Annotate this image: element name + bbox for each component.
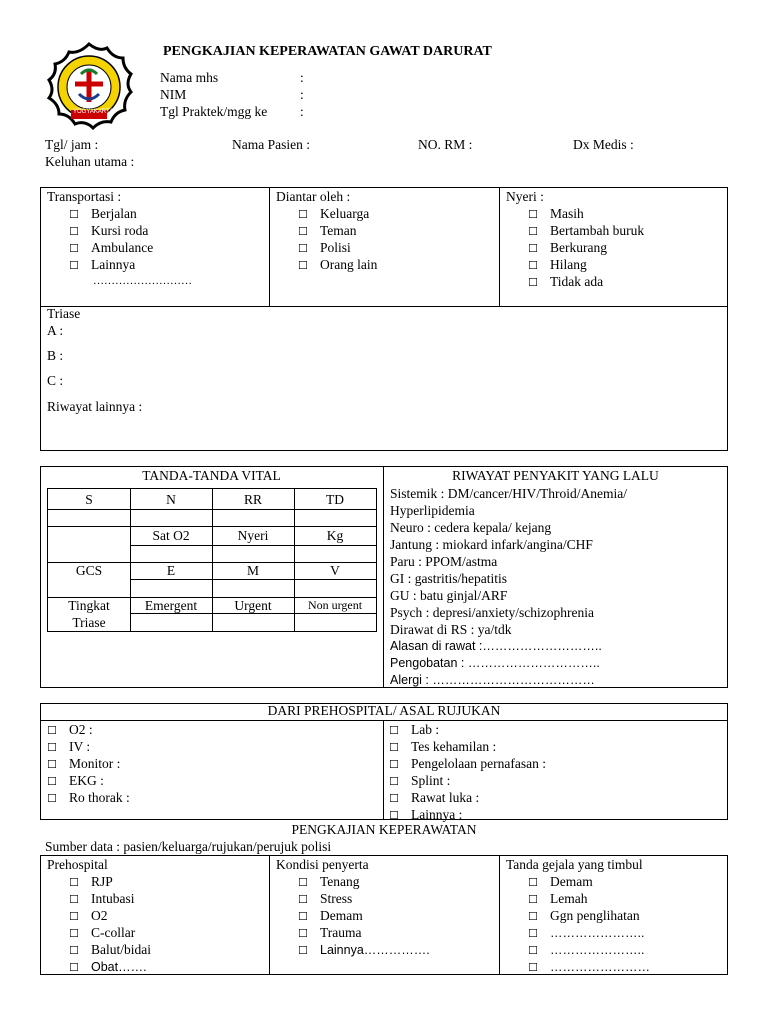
transport-dots: ……………………… [93, 275, 192, 287]
checkbox-icon: ☐ [528, 208, 538, 221]
nyeri-item[interactable]: ☐ Masih [528, 206, 584, 221]
checkbox-icon: ☐ [528, 876, 538, 889]
col3-item[interactable]: ☐ …………………… [528, 960, 650, 974]
transport-title: Transportasi : [47, 189, 122, 204]
college-seal-icon [41, 40, 137, 136]
checkbox-icon: ☐ [528, 910, 538, 923]
riwayat-line: GI : gastritis/hepatitis [390, 571, 507, 586]
checkbox-icon: ☐ [47, 724, 57, 737]
checkbox-icon: ☐ [389, 775, 399, 788]
logo-bottom-text: YOGYAKARTA [73, 109, 114, 115]
checkbox-icon: ☐ [47, 758, 57, 771]
vital-n: N [166, 492, 176, 507]
vital-s: S [85, 492, 93, 507]
vital-title: TANDA-TANDA VITAL [142, 468, 281, 483]
prehospital-item[interactable]: ☐ Rawat luka : [389, 790, 480, 805]
header-logo [41, 40, 137, 136]
alasan-rawat[interactable]: Alasan di rawat :……………………….. [390, 639, 602, 653]
checkbox-icon: ☐ [69, 910, 79, 923]
checkbox-icon: ☐ [69, 893, 79, 906]
nyeri-title: Nyeri : [506, 189, 544, 204]
vital-triase: Triase [72, 615, 106, 630]
col3-title: Tanda gejala yang timbul [506, 857, 643, 872]
checkbox-icon: ☐ [389, 741, 399, 754]
checkbox-icon: ☐ [69, 225, 79, 238]
vital-rr: RR [243, 492, 262, 507]
checkbox-icon: ☐ [389, 792, 399, 805]
pengobatan[interactable]: Pengobatan : ………………………….. [390, 656, 600, 670]
col1-item[interactable]: ☐ Balut/bidai [69, 942, 151, 957]
riwayat-line: Paru : PPOM/astma [390, 554, 498, 569]
prehospital-item[interactable]: ☐ O2 : [47, 722, 93, 737]
diantar-item[interactable]: ☐ Polisi [298, 240, 351, 255]
col3-item[interactable]: ☐ Demam [528, 874, 593, 889]
vital-td: TD [326, 492, 344, 507]
diantar-item[interactable]: ☐ Teman [298, 223, 357, 238]
col1-item[interactable]: ☐ Intubasi [69, 891, 135, 906]
checkbox-icon: ☐ [69, 259, 79, 272]
col2-item[interactable]: ☐ Demam [298, 908, 363, 923]
nyeri-item[interactable]: ☐ Hilang [528, 257, 587, 272]
checkbox-icon: ☐ [298, 944, 308, 957]
riwayat-lainnya[interactable]: Riwayat lainnya : [47, 399, 143, 414]
tgl-praktek-colon: : [300, 104, 304, 119]
triase-title: Triase [47, 306, 81, 321]
alergi[interactable]: Alergi : ………………………………… [390, 673, 595, 687]
riwayat-line: Hyperlipidemia [390, 503, 475, 518]
sumber-data: Sumber data : pasien/keluarga/rujukan/perujuk polisi [45, 839, 332, 854]
pengkajian-title: PENGKAJIAN KEPERAWATAN [291, 822, 477, 837]
nama-colon: : [300, 70, 304, 85]
riwayat-line: GU : batu ginjal/ARF [390, 588, 508, 603]
keluhan-utama-label: Keluhan utama : [45, 154, 135, 169]
checkbox-icon: ☐ [528, 242, 538, 255]
checkbox-icon: ☐ [47, 792, 57, 805]
nyeri-item[interactable]: ☐ Bertambah buruk [528, 223, 645, 238]
checkbox-icon: ☐ [389, 758, 399, 771]
riwayat-line: Jantung : miokard infark/angina/CHF [390, 537, 593, 552]
checkbox-icon: ☐ [69, 208, 79, 221]
prehospital-item[interactable]: ☐ IV : [47, 739, 91, 754]
form-title: PENGKAJIAN KEPERAWATAN GAWAT DARURAT [163, 44, 492, 59]
riwayat-line: Dirawat di RS : ya/tdk [390, 622, 512, 637]
checkbox-icon: ☐ [69, 876, 79, 889]
tgl-praktek-label: Tgl Praktek/mgg ke [160, 104, 268, 119]
vital-non-urgent[interactable]: Non urgent [307, 598, 363, 612]
checkbox-icon: ☐ [47, 741, 57, 754]
diantar-item[interactable]: ☐ Keluarga [298, 206, 370, 221]
checkbox-icon: ☐ [47, 775, 57, 788]
triase-a[interactable]: A : [47, 323, 64, 338]
checkbox-icon: ☐ [298, 225, 308, 238]
transport-item[interactable]: ☐ Lainnya [69, 257, 136, 272]
checkbox-icon: ☐ [528, 927, 538, 940]
col3-item[interactable]: ☐ Ggn penglihatan [528, 908, 640, 923]
col2-title: Kondisi penyerta [276, 857, 369, 872]
riwayat-title: RIWAYAT PENYAKIT YANG LALU [452, 468, 659, 483]
checkbox-icon: ☐ [528, 944, 538, 957]
checkbox-icon: ☐ [298, 242, 308, 255]
vital-emergent[interactable]: Emergent [144, 598, 198, 613]
diantar-title: Diantar oleh : [276, 189, 351, 204]
nyeri-item[interactable]: ☐ Tidak ada [528, 274, 604, 289]
col3-item[interactable]: ☐ ………………….. [528, 943, 645, 957]
prehospital-item[interactable]: ☐ Lab : [389, 722, 440, 737]
prehospital-item[interactable]: ☐ Ro thorak : [47, 790, 130, 805]
vital-sato2: Sat O2 [152, 528, 190, 543]
checkbox-icon: ☐ [69, 961, 79, 974]
checkbox-icon: ☐ [528, 893, 538, 906]
checkbox-icon: ☐ [298, 927, 308, 940]
checkbox-icon: ☐ [528, 259, 538, 272]
checkbox-icon: ☐ [69, 927, 79, 940]
prehospital-item[interactable]: ☐ Pengelolaan pernafasan : [389, 756, 546, 771]
transport-item[interactable]: ☐ Ambulance [69, 240, 154, 255]
col3-item[interactable]: ☐ Lemah [528, 891, 588, 906]
nim-colon: : [300, 87, 304, 102]
col2-item[interactable]: ☐ Lainnya……………. [298, 943, 430, 957]
dx-medis-label: Dx Medis : [573, 137, 634, 152]
col1-item[interactable]: ☐ C-collar [69, 925, 136, 940]
col1-item[interactable]: ☐ RJP [69, 874, 113, 889]
checkbox-icon: ☐ [69, 944, 79, 957]
prehospital-item[interactable]: ☐ EKG : [47, 773, 104, 788]
diantar-item[interactable]: ☐ Orang lain [298, 257, 378, 272]
no-rm-label: NO. RM : [418, 137, 473, 152]
prehospital-title: DARI PREHOSPITAL/ ASAL RUJUKAN [267, 703, 501, 718]
col1-title: Prehospital [47, 857, 108, 872]
vital-e: E [166, 563, 176, 578]
checkbox-icon: ☐ [298, 876, 308, 889]
col1-item[interactable]: ☐ O2 [69, 908, 108, 923]
riwayat-line: Neuro : cedera kepala/ kejang [390, 520, 552, 535]
riwayat-line: Sistemik : DM/cancer/HIV/Throid/Anemia/ [390, 486, 627, 501]
checkbox-icon: ☐ [298, 208, 308, 221]
vital-kg: Kg [326, 528, 344, 543]
checkbox-icon: ☐ [69, 242, 79, 255]
checkbox-icon: ☐ [528, 225, 538, 238]
tgl-jam-label: Tgl/ jam : [45, 137, 99, 152]
col2-item[interactable]: ☐ Stress [298, 891, 353, 906]
prehospital-item[interactable]: ☐ Monitor : [47, 756, 121, 771]
vital-tingkat: Tingkat [68, 598, 110, 613]
triase-b[interactable]: B : [47, 348, 64, 363]
nyeri-item[interactable]: ☐ Berkurang [528, 240, 607, 255]
transport-item[interactable]: ☐ Kursi roda [69, 223, 149, 238]
vital-v: V [330, 563, 340, 578]
prehospital-item[interactable]: ☐ Splint : [389, 773, 451, 788]
vital-m: M [246, 563, 259, 578]
transport-item[interactable]: ☐ Berjalan [69, 206, 137, 221]
checkbox-icon: ☐ [389, 724, 399, 737]
col2-item[interactable]: ☐ Trauma [298, 925, 362, 940]
prehospital-item[interactable]: ☐ Tes kehamilan : [389, 739, 497, 754]
vital-gcs: GCS [75, 563, 103, 578]
vital-nyeri: Nyeri [237, 528, 269, 543]
nama-pasien-label: Nama Pasien : [232, 137, 310, 152]
checkbox-icon: ☐ [389, 809, 399, 822]
col2-item[interactable]: ☐ Tenang [298, 874, 360, 889]
checkbox-icon: ☐ [298, 259, 308, 272]
vital-grid [47, 488, 377, 632]
col3-item[interactable]: ☐ ………………….. [528, 926, 645, 940]
nama-label: Nama mhs [160, 70, 219, 85]
triase-c[interactable]: C : [47, 373, 64, 388]
checkbox-icon: ☐ [298, 893, 308, 906]
checkbox-icon: ☐ [298, 910, 308, 923]
checkbox-icon: ☐ [528, 961, 538, 974]
checkbox-icon: ☐ [528, 276, 538, 289]
prehospital-item[interactable]: ☐ Lainnya : [389, 807, 463, 822]
nim-label: NIM [160, 87, 187, 102]
col1-item[interactable]: ☐ Obat……. [69, 960, 147, 974]
vital-urgent[interactable]: Urgent [234, 598, 272, 613]
riwayat-line: Psych : depresi/anxiety/schizophrenia [390, 605, 594, 620]
